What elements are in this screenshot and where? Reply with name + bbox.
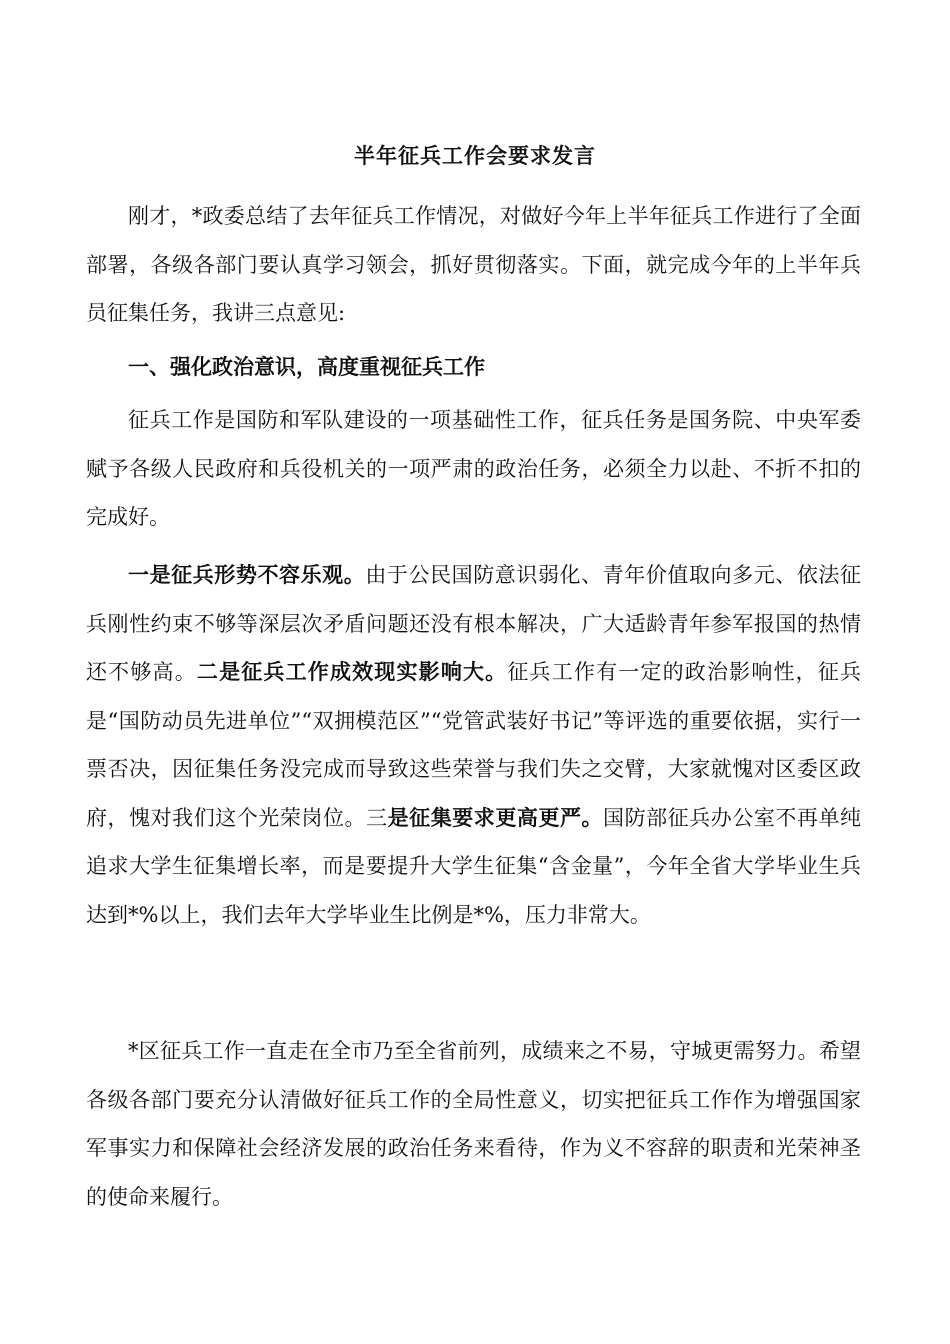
point3-text: 国防部征兵办公室不再单纯追求大学生征集增长率，而是要提升大学生征集“含金量”，今年全省大学毕业生兵达到*%以上，我们去年大学毕业生比例是*%，压力非常大。 [86, 805, 862, 927]
point3-label: 是征集要求更高更严。 [387, 804, 604, 830]
point1-text: 由于公民国防意识弱化、青年价值取向多元、依法征兵刚性约束不够等深层次矛盾问题还没有根本解决，广大适龄青年参军报国的热情还不够高。 [86, 563, 862, 684]
intro-paragraph: 刚才，*政委总结了去年征兵工作情况，对做好今年上半年征兵工作进行了全面部署，各级各部门要认真学习领会，抓好贯彻落实。下面，就完成今年的上半年兵员征集任务，我讲三点意见: [86, 204, 861, 325]
document-title: 半年征兵工作会要求发言 [354, 143, 596, 168]
section1-paragraph-1: 征兵工作是国防和军队建设的一项基础性工作，征兵任务是国务院、中央军委赋予各级人民政府和兵役机关的一项严肃的政治任务，必须全力以赴、不折不扣的完成好。 [86, 408, 861, 529]
section-heading-1: 一、强化政治意识，高度重视征兵工作 [128, 354, 485, 379]
section1-paragraph-2 [86, 551, 861, 939]
point3-prefix: 三 [366, 805, 388, 830]
section1-paragraph-3: *区征兵工作一直走在全市乃至全省前列，成绩来之不易，守城更需努力。希望各级各部门要充分认清做好征兵工作的全局性意义，切实把征兵工作作为增强国家军事实力和保障社会经济发展的政治任务来看待，作为义不容辞的职责和光荣神圣的使命来履行。 [86, 1039, 861, 1209]
point1-label: 一是征兵形势不容乐观。 [128, 562, 366, 587]
point2-label: 二是征兵工作成效现实影响大。 [196, 659, 508, 684]
point2-text: 征兵工作有一定的政治影响性，征兵是“国防动员先进单位”“双拥模范区”“党管武装好书记”等评选的重要依据，实行一票否决，因征集任务没完成而导致这些荣誉与我们失之交臂，大家就愧对区委区政府，愧对我们这个光荣岗位。 [86, 660, 862, 830]
